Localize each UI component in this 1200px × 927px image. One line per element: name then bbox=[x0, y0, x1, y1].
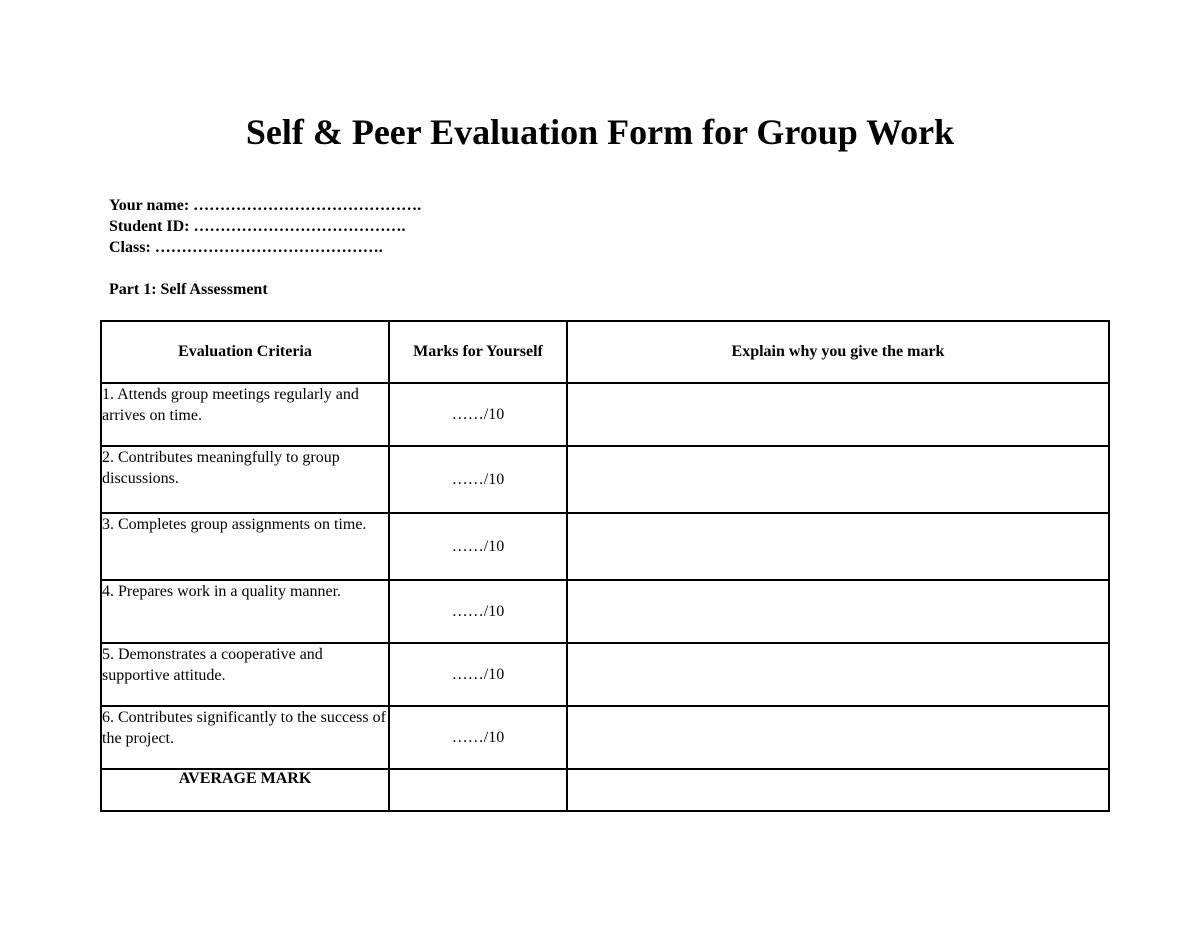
explain-cell[interactable] bbox=[567, 706, 1109, 769]
average-row bbox=[101, 769, 1109, 811]
student-info-block bbox=[109, 195, 421, 258]
table-row bbox=[101, 580, 1109, 643]
criteria-cell: 4. Prepares work in a quality manner. bbox=[101, 580, 389, 643]
name-field[interactable]: Your name: ……………………………………. bbox=[109, 197, 422, 214]
header-marks: Marks for Yourself bbox=[389, 321, 567, 383]
criteria-cell: 5. Demonstrates a cooperative and supportive attitude. bbox=[101, 643, 389, 706]
mark-cell[interactable]: ……/10 bbox=[389, 643, 567, 706]
explain-cell[interactable] bbox=[567, 580, 1109, 643]
mark-cell[interactable]: ……/10 bbox=[389, 580, 567, 643]
mark-cell[interactable]: ……/10 bbox=[389, 706, 567, 769]
explain-cell[interactable] bbox=[567, 446, 1109, 513]
table-row bbox=[101, 383, 1109, 446]
criteria-cell: 6. Contributes significantly to the success of the project. bbox=[101, 706, 389, 769]
mark-cell[interactable]: ……/10 bbox=[389, 446, 567, 513]
table-row bbox=[101, 446, 1109, 513]
explain-cell[interactable] bbox=[567, 643, 1109, 706]
header-criteria: Evaluation Criteria bbox=[101, 321, 389, 383]
table-row bbox=[101, 643, 1109, 706]
mark-cell[interactable]: ……/10 bbox=[389, 513, 567, 580]
average-explain-cell[interactable] bbox=[567, 769, 1109, 811]
header-explain: Explain why you give the mark bbox=[567, 321, 1109, 383]
table-row bbox=[101, 706, 1109, 769]
explain-cell[interactable] bbox=[567, 513, 1109, 580]
criteria-cell: 1. Attends group meetings regularly and arrives on time. bbox=[101, 383, 389, 446]
student-id-field[interactable]: Student ID: …………………………………. bbox=[109, 218, 406, 235]
page-title: Self & Peer Evaluation Form for Group Work bbox=[245, 112, 955, 152]
average-mark-label: AVERAGE MARK bbox=[101, 769, 389, 811]
class-field[interactable]: Class: ……………………………………. bbox=[109, 239, 383, 256]
self-assessment-table bbox=[100, 320, 1110, 812]
criteria-cell: 2. Contributes meaningfully to group discussions. bbox=[101, 446, 389, 513]
table-header-row bbox=[101, 321, 1109, 383]
table-row bbox=[101, 513, 1109, 580]
explain-cell[interactable] bbox=[567, 383, 1109, 446]
part1-heading: Part 1: Self Assessment bbox=[109, 281, 268, 298]
criteria-cell: 3. Completes group assignments on time. bbox=[101, 513, 389, 580]
mark-cell[interactable]: ……/10 bbox=[389, 383, 567, 446]
average-mark-cell[interactable] bbox=[389, 769, 567, 811]
